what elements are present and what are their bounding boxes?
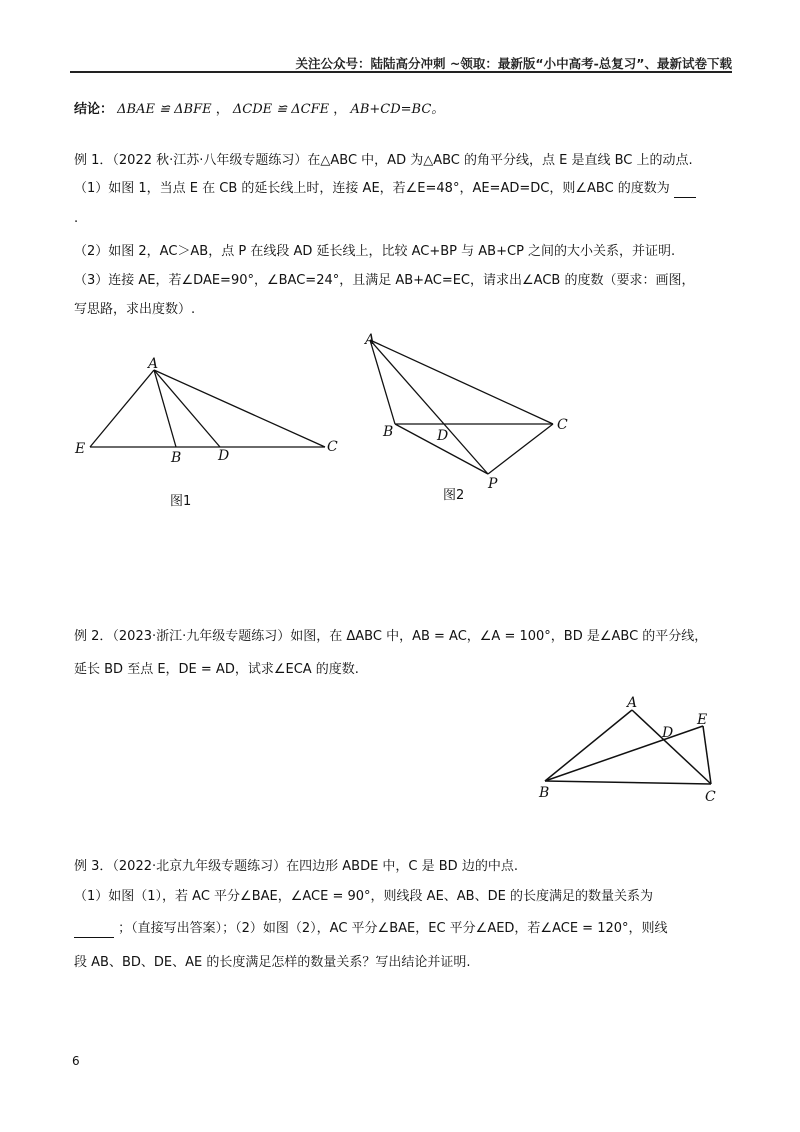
example1-q1 xyxy=(74,180,738,198)
fig2-label-b: B xyxy=(383,424,394,440)
answer-blank-2 xyxy=(74,937,114,938)
fig2-line-ap xyxy=(370,340,488,474)
fig3-line-ec xyxy=(703,726,711,784)
example3-line1: 例 3．（2022·北京九年级专题练习）在四边形 ABDE 中，C 是 BD 边的中点. xyxy=(74,859,518,874)
fig1-label-d: D xyxy=(218,448,230,464)
fig1-caption: 图1 xyxy=(170,494,192,509)
example1-intro: 例 1．（2022 秋·江苏·八年级专题练习）在△ABC 中，AD 为△ABC 的角平分线，点 E 是直线 BC 上的动点. xyxy=(74,153,693,168)
fig2-line-ac xyxy=(370,340,553,424)
fig2-line-cp xyxy=(488,424,553,474)
figure-2 xyxy=(355,328,595,508)
conclusion-label: 结论： xyxy=(74,102,114,117)
congruence-1: ΔBAE ≌ ΔBFE xyxy=(117,102,212,117)
example3-line3-text: ；（直接写出答案）；（2）如图（2），AC 平分∠BAE，EC 平分∠AED，若∠ACE = 120°，则线 xyxy=(118,921,668,936)
header-rule xyxy=(70,71,732,73)
fig3-label-e: E xyxy=(697,712,708,728)
fig1-label-e: E xyxy=(75,441,86,457)
separator-2: ， xyxy=(333,102,347,117)
figure-1 xyxy=(70,355,370,515)
fig3-label-b: B xyxy=(539,785,550,801)
conclusion-line xyxy=(74,101,738,119)
fig1-line-ad xyxy=(154,370,220,447)
fig3-line-ba xyxy=(545,710,632,781)
fig2-label-p: P xyxy=(488,476,498,492)
page-header: 关注公众号：陆陆高分冲刺 ~领取：最新版“小中高考-总复习”、最新试卷下载 xyxy=(295,56,732,71)
fig2-label-d: D xyxy=(437,428,449,444)
fig2-label-c: C xyxy=(557,417,568,433)
example1-q3a: （3）连接 AE，若∠DAE=90°，∠BAC=24°，且满足 AB+AC=EC，请求出∠ACB 的度数（要求：画图， xyxy=(74,273,695,288)
example3-line4: 段 AB、BD、DE、AE 的长度满足怎样的数量关系？写出结论并证明. xyxy=(74,955,471,970)
fig1-label-c: C xyxy=(327,439,338,455)
fig2-line-ab xyxy=(370,340,395,424)
example3-line2: （1）如图（1），若 AC 平分∠BAE，∠ACE = 90°，则线段 AE、AB、DE 的长度满足的数量关系为 xyxy=(74,889,653,904)
conclusion-equation: AB+CD=BC。 xyxy=(350,102,445,117)
example2-line2: 延长 BD 至点 E，DE = AD，试求∠ECA 的度数. xyxy=(74,662,359,677)
page-number: 6 xyxy=(72,1054,80,1068)
figure-3 xyxy=(535,693,735,813)
example1-q1-end: . xyxy=(74,211,79,226)
fig1-line-ac xyxy=(154,370,325,447)
fig2-label-a: A xyxy=(365,332,376,348)
separator-1: ， xyxy=(215,102,229,117)
example1-q2: （2）如图 2，AC＞AB，点 P 在线段 AD 延长线上，比较 AC+BP 与 AB+CP 之间的大小关系，并证明. xyxy=(74,244,676,259)
fig3-label-a: A xyxy=(627,695,638,711)
example3-line3 xyxy=(74,920,738,938)
congruence-2: ΔCDE ≌ ΔCFE xyxy=(232,102,330,117)
fig3-line-bc xyxy=(545,781,711,784)
example1-q1-text: （1）如图 1，当点 E 在 CB 的延长线上时，连接 AE，若∠E=48°，AE=AD=DC，则∠ABC 的度数为 xyxy=(74,181,670,196)
fig2-caption: 图2 xyxy=(443,488,465,503)
fig1-line-ab xyxy=(154,370,176,447)
fig3-label-d: D xyxy=(662,725,674,741)
fig1-label-b: B xyxy=(171,450,182,466)
example1-q3b: 写思路，求出度数）. xyxy=(74,302,196,317)
fig1-line-ae xyxy=(90,370,154,447)
fig3-label-c: C xyxy=(705,789,716,805)
example2-line1: 例 2．（2023·浙江·九年级专题练习）如图，在 ΔABC 中，AB = AC，∠A = 100°，BD 是∠ABC 的平分线， xyxy=(74,629,708,644)
answer-blank xyxy=(674,197,696,198)
fig1-label-a: A xyxy=(148,356,159,372)
